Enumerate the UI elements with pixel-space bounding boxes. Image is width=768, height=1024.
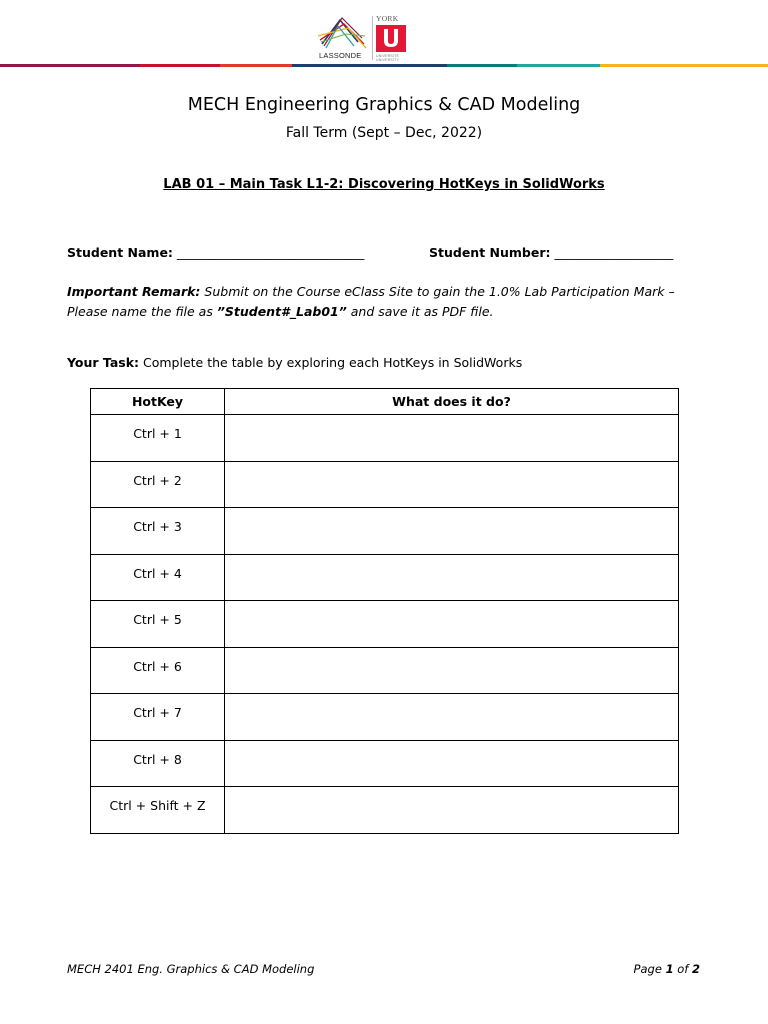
- hotkey-cell: Ctrl + 6: [91, 647, 225, 694]
- table-row: [91, 647, 679, 694]
- page-of: of: [673, 962, 692, 976]
- hotkey-cell: Ctrl + 2: [91, 461, 225, 508]
- description-cell[interactable]: [225, 415, 679, 462]
- remark-label: Important Remark:: [67, 284, 201, 299]
- hotkey-cell: Ctrl + 7: [91, 694, 225, 741]
- york-subtext: UNIVERSITÉ UNIVERSITY: [376, 54, 400, 62]
- hotkey-cell: Ctrl + 5: [91, 601, 225, 648]
- footer-page-number: [634, 962, 700, 976]
- important-remark: [67, 282, 717, 321]
- description-cell[interactable]: [225, 740, 679, 787]
- student-number-label: Student Number:: [429, 245, 551, 260]
- band-segment: [292, 64, 447, 67]
- description-cell[interactable]: [225, 647, 679, 694]
- remark-text-1: Submit on the Course eClass Site to gain the 1.0% Lab Participation Mark – Please name the file as: [67, 284, 675, 319]
- task-instruction: [67, 355, 717, 370]
- band-segment: [0, 64, 140, 67]
- header-logos: [318, 14, 408, 62]
- table-row: [91, 415, 679, 462]
- band-segment: [140, 64, 220, 67]
- remark-text-2: and save it as PDF file.: [346, 303, 494, 319]
- column-header-description: What does it do?: [225, 389, 679, 415]
- hotkey-cell: Ctrl + 4: [91, 554, 225, 601]
- student-name-label: Student Name:: [67, 245, 173, 260]
- hotkey-cell: Ctrl + 3: [91, 508, 225, 555]
- task-label: Your Task:: [67, 355, 140, 370]
- table-row: [91, 554, 679, 601]
- task-text: Complete the table by exploring each HotKeys in SolidWorks: [139, 355, 523, 370]
- band-segment: [517, 64, 600, 67]
- description-cell[interactable]: [225, 508, 679, 555]
- page-current: 1: [665, 962, 674, 976]
- student-name-field: [67, 245, 364, 260]
- description-cell[interactable]: [225, 694, 679, 741]
- hotkey-cell: Ctrl + 8: [91, 740, 225, 787]
- york-logo: [372, 14, 408, 62]
- footer-course: MECH 2401 Eng. Graphics & CAD Modeling: [67, 962, 315, 976]
- description-cell[interactable]: [225, 554, 679, 601]
- table-header-row: [91, 389, 679, 415]
- table-row: [91, 601, 679, 648]
- table-row: [91, 740, 679, 787]
- york-wordmark: YORK: [376, 14, 399, 23]
- table-row: [91, 694, 679, 741]
- document-term: Fall Term (Sept – Dec, 2022): [285, 125, 483, 141]
- table-row: [91, 787, 679, 834]
- description-cell[interactable]: [225, 601, 679, 648]
- document-title: MECH Engineering Graphics & CAD Modeling: [187, 95, 581, 115]
- column-header-hotkey: HotKey: [91, 389, 225, 415]
- band-segment: [600, 64, 768, 67]
- page-word: Page: [633, 962, 666, 976]
- student-name-blank: ______________________________: [176, 245, 365, 260]
- page-total: 2: [691, 962, 700, 976]
- student-number-blank: ___________________: [554, 245, 674, 260]
- band-segment: [220, 64, 292, 67]
- table-row: [91, 461, 679, 508]
- lab-heading: LAB 01 – Main Task L1-2: Discovering HotKeys in SolidWorks: [163, 177, 605, 192]
- table-row: [91, 508, 679, 555]
- hotkey-cell: Ctrl + Shift + Z: [91, 787, 225, 834]
- hotkey-cell: Ctrl + 1: [91, 415, 225, 462]
- hotkeys-table: [90, 388, 679, 834]
- header-color-band: [0, 64, 768, 67]
- student-number-field: [429, 245, 673, 260]
- band-segment: [447, 64, 517, 67]
- description-cell[interactable]: [225, 787, 679, 834]
- description-cell[interactable]: [225, 461, 679, 508]
- lassonde-logo: [318, 14, 368, 62]
- york-u-icon: [376, 25, 406, 52]
- remark-filename: ”Student#_Lab01”: [216, 303, 347, 319]
- lassonde-wordmark: LASSONDE: [319, 51, 362, 60]
- lassonde-swoosh-icon: [318, 14, 368, 50]
